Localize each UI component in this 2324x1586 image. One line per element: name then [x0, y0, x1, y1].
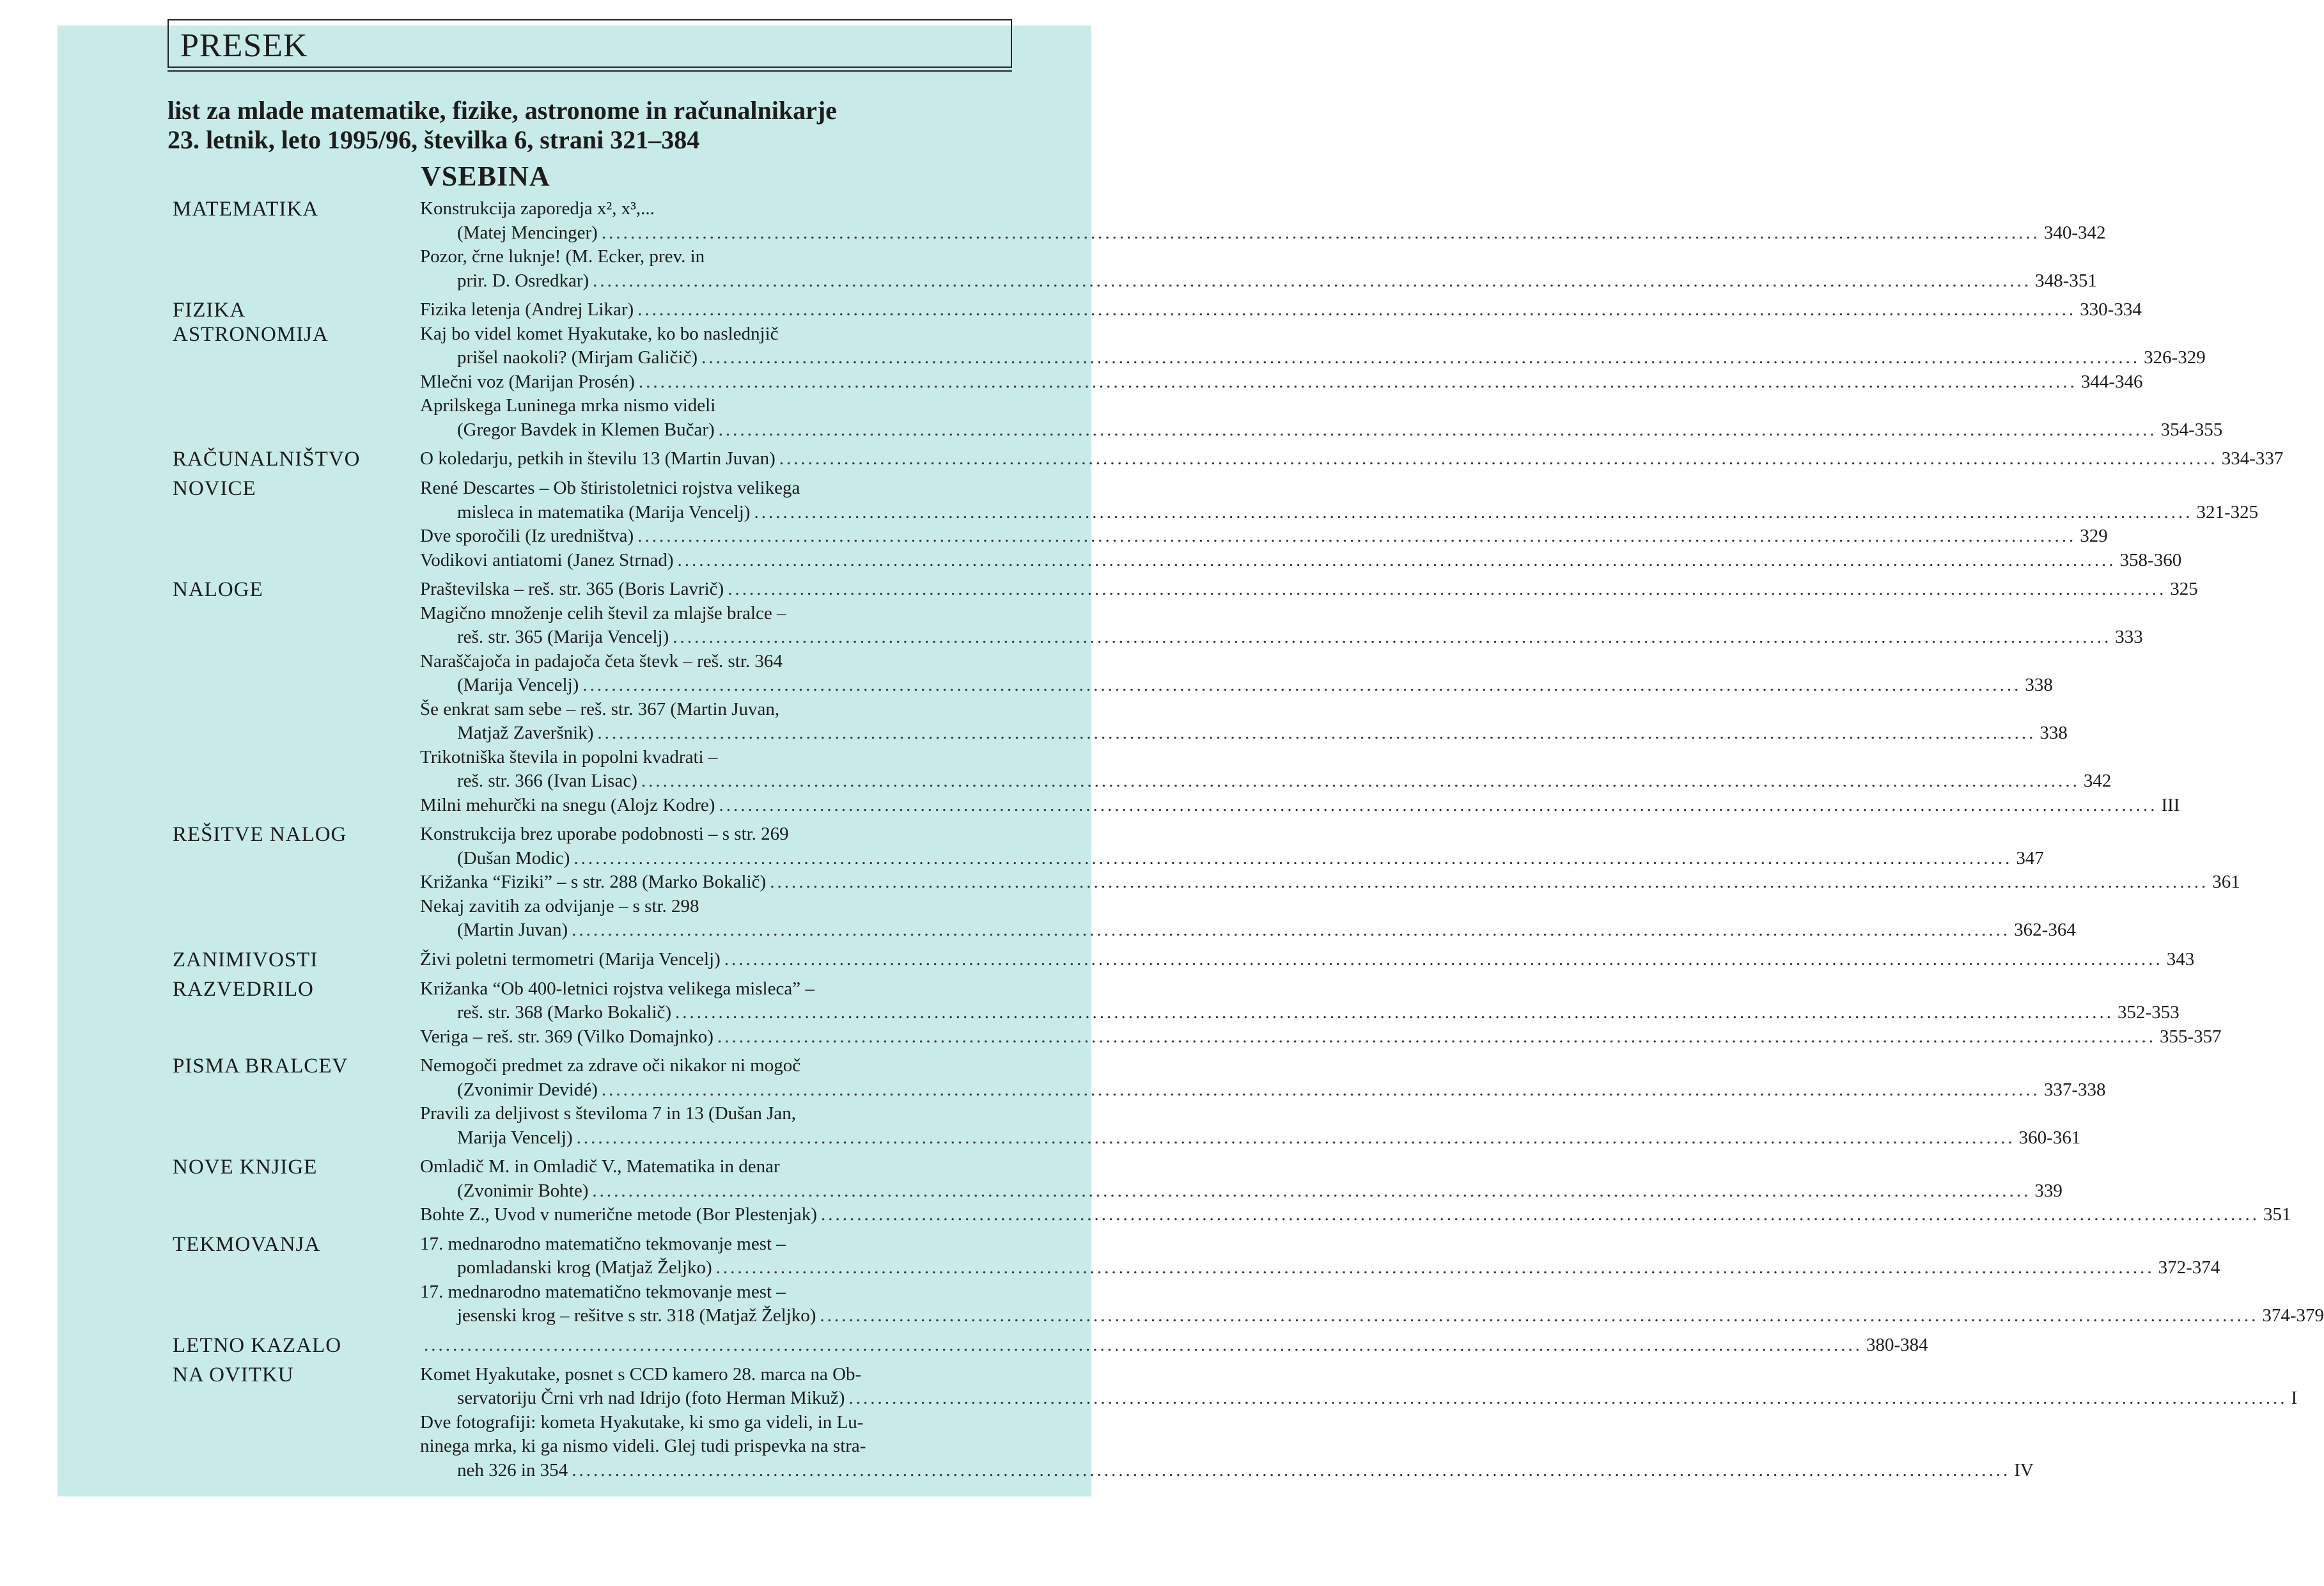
section-label	[173, 447, 420, 471]
dot-leader: ........................................................................................................................................................................................................	[719, 794, 2158, 815]
dot-leader: ........................................................................................................................................................................................................	[820, 1305, 2259, 1326]
entry-title-line: Živi poletni termometri (Marija Vencelj)	[420, 948, 721, 970]
dot-leader: ........................................................................................................................................................................................................	[715, 1257, 2155, 1278]
toc-section	[173, 1155, 2291, 1227]
entry-final-line	[420, 870, 2240, 895]
entry-pages: I	[2291, 1388, 2298, 1408]
entry-title-line: (Gregor Bavdek in Klemen Bučar)	[457, 419, 715, 440]
entry-pages: 348-351	[2035, 270, 2097, 291]
section-label	[173, 1155, 420, 1179]
toc-entry	[420, 1411, 2034, 1483]
toc-heading: VSEBINA	[421, 161, 550, 192]
entry-final-line	[420, 577, 2198, 602]
section-label-line: LETNO KAZALO	[173, 1333, 342, 1357]
section-entries	[420, 1333, 1928, 1358]
section-label	[173, 197, 420, 221]
entry-pages: 362-364	[2014, 920, 2076, 940]
dot-leader: ........................................................................................................................................................................................................	[582, 675, 2022, 695]
dot-leader: ........................................................................................................................................................................................................	[597, 723, 2036, 743]
entry-title-line: Dve fotografiji: kometa Hyakutake, ki smo ga videli, in Lu-	[420, 1411, 864, 1433]
dot-leader: ........................................................................................................................................................................................................	[572, 920, 2011, 940]
entry-final-line	[420, 1459, 2034, 1483]
entry-final-line	[420, 524, 2108, 549]
entry-final-line	[420, 298, 2142, 322]
section-entries	[420, 577, 2198, 817]
section-label-line: NOVE KNJIGE	[173, 1156, 318, 1179]
dot-leader: ........................................................................................................................................................................................................	[718, 419, 2157, 440]
entry-final-line	[420, 1025, 2222, 1049]
entry-pages: 358-360	[2119, 549, 2182, 570]
toc-section	[173, 977, 2222, 1049]
entry-title-line: (Marija Vencelj)	[457, 675, 579, 695]
entry-title-line: Konstrukcija brez uporabe podobnosti – s str. 269	[420, 824, 789, 844]
section-entries	[420, 1232, 2324, 1328]
entry-title-line: jesenski krog – rešitve s str. 318 (Matjaž Željko)	[457, 1305, 816, 1326]
section-label	[173, 1232, 420, 1257]
toc-section	[173, 1333, 1928, 1358]
section-label-line: RAZVEDRILO	[173, 977, 314, 1001]
entry-title-line: misleca in matematika (Marija Vencelj)	[457, 501, 751, 522]
toc-entry	[420, 1333, 1928, 1358]
entry-pages: 337-338	[2043, 1079, 2106, 1100]
toc-entry	[420, 1155, 2063, 1203]
section-label	[173, 476, 420, 501]
section-entries	[420, 1155, 2291, 1227]
section-label	[173, 577, 420, 602]
toc-section	[173, 476, 2259, 572]
toc-section	[173, 298, 2223, 442]
section-label-line: NALOGE	[173, 578, 263, 601]
entry-final-line	[420, 370, 2143, 395]
dot-leader: ........................................................................................................................................................................................................	[637, 299, 2077, 320]
section-label	[173, 977, 420, 1001]
dot-leader: ........................................................................................................................................................................................................	[724, 948, 2163, 970]
entry-pages: 340-342	[2043, 222, 2106, 243]
entry-final-line	[420, 269, 2097, 294]
section-entries	[420, 1363, 2298, 1483]
entry-pages: 372-374	[2158, 1257, 2220, 1278]
entry-title-line: Bohte Z., Uvod v numerične metode (Bor Plestenjak)	[420, 1204, 817, 1225]
entry-title-line: Trikotniška števila in popolni kvadrati –	[420, 746, 718, 767]
entry-final-line	[420, 1001, 2180, 1025]
section-label-line: TEKMOVANJA	[173, 1232, 321, 1256]
section-label-line: FIZIKA	[173, 299, 246, 322]
dot-leader: ........................................................................................................................................................................................................	[754, 501, 2193, 522]
entry-title-line: (Zvonimir Bohte)	[457, 1180, 589, 1201]
entry-pages: 338	[2039, 723, 2068, 743]
toc-section	[173, 1232, 2324, 1328]
entry-final-line	[420, 501, 2259, 525]
toc-entry	[420, 298, 2142, 322]
entry-final-line	[420, 794, 2180, 818]
entry-final-line	[420, 1386, 2298, 1411]
toc-entry	[420, 822, 2044, 870]
entry-title-line: Križanka “Ob 400-letnici rojstva velikega misleca” –	[420, 978, 815, 999]
entry-final-line	[420, 1256, 2220, 1280]
entry-pages: 325	[2170, 579, 2198, 599]
entry-title-line: Križanka “Fiziki” – s str. 288 (Marko Bokalič)	[420, 872, 767, 892]
entry-final-line	[420, 948, 2195, 972]
entry-final-line	[420, 418, 2223, 443]
section-label-line: PISMA BRALCEV	[173, 1055, 348, 1078]
toc-entry	[420, 794, 2180, 818]
section-label	[173, 1363, 420, 1387]
entry-title-line: reš. str. 366 (Ivan Lisac)	[457, 771, 637, 791]
entry-pages: 354-355	[2160, 419, 2223, 440]
dot-leader: ........................................................................................................................................................................................................	[637, 526, 2077, 546]
entry-final-line	[420, 346, 2206, 370]
toc-entry	[420, 1203, 2291, 1227]
dot-leader: ........................................................................................................................................................................................................	[424, 1334, 1862, 1355]
section-label	[173, 298, 420, 347]
toc-entry	[420, 1363, 2298, 1411]
entry-title-line: prišel naokoli? (Mirjam Galičič)	[457, 347, 698, 368]
section-entries	[420, 977, 2222, 1049]
entry-pages: 338	[2025, 675, 2053, 695]
section-entries	[420, 948, 2195, 972]
entry-title-line: Konstrukcija zaporedja x², x³,...	[420, 198, 655, 219]
toc-entry	[420, 245, 2097, 293]
entry-final-line	[420, 1333, 1928, 1358]
toc-entry	[420, 650, 2053, 698]
section-label-line: NA OVITKU	[173, 1363, 294, 1386]
dot-leader: ........................................................................................................................................................................................................	[770, 872, 2209, 892]
entry-pages: IV	[2014, 1459, 2034, 1480]
entry-title-line: (Martin Juvan)	[457, 920, 568, 940]
entry-title-line: Komet Hyakutake, posnet s CCD kamero 28. marca na Ob-	[420, 1363, 862, 1385]
section-label-line: RAČUNALNIŠTVO	[173, 448, 361, 471]
entry-final-line	[420, 549, 2182, 573]
entry-title-line: (Matej Mencinger)	[457, 222, 598, 243]
entry-title-line: reš. str. 368 (Marko Bokalič)	[457, 1002, 672, 1023]
toc-entry	[420, 476, 2259, 524]
dot-leader: ........................................................................................................................................................................................................	[638, 371, 2077, 392]
section-label	[173, 1333, 420, 1358]
dot-leader: ........................................................................................................................................................................................................	[601, 222, 2040, 243]
dot-leader: ........................................................................................................................................................................................................	[592, 1180, 2031, 1201]
dot-leader: ........................................................................................................................................................................................................	[576, 1127, 2015, 1148]
dot-leader: ........................................................................................................................................................................................................	[593, 270, 2032, 291]
toc-entry	[420, 1102, 2081, 1150]
entry-pages: 330-334	[2080, 299, 2142, 320]
section-label	[173, 1054, 420, 1078]
entry-final-line	[420, 1126, 2081, 1150]
toc-entry	[420, 746, 2112, 794]
entry-pages: 347	[2016, 847, 2044, 868]
title-rule	[168, 67, 1012, 68]
entry-title-line: Matjaž Zaveršnik)	[457, 723, 594, 743]
toc-entry	[420, 977, 2180, 1025]
entry-final-line	[420, 625, 2143, 650]
entry-title-line: Vodikovi antiatomi (Janez Strnad)	[420, 549, 674, 570]
entry-pages: 374-379	[2262, 1305, 2324, 1326]
entry-title-line: Marija Vencelj)	[457, 1127, 573, 1148]
dot-leader: ........................................................................................................................................................................................................	[675, 1002, 2114, 1023]
entry-title-line: Magično množenje celih števil za mlajše bralce –	[420, 602, 786, 624]
toc-entry	[420, 577, 2198, 602]
entry-final-line	[420, 447, 2284, 471]
entry-pages: 352-353	[2117, 1002, 2180, 1023]
entry-title-line: Praštevilska – reš. str. 365 (Boris Lavrič)	[420, 579, 724, 599]
entry-final-line	[420, 847, 2044, 871]
dot-leader: ........................................................................................................................................................................................................	[848, 1388, 2288, 1408]
section-entries	[420, 476, 2259, 572]
entry-pages: 343	[2166, 948, 2195, 970]
section-entries	[420, 1054, 2106, 1150]
entry-title-line: Kaj bo videl komet Hyakutake, ko bo naslednjič	[420, 323, 779, 344]
entry-pages: 339	[2034, 1180, 2063, 1201]
entry-title-line: Še enkrat sam sebe – reš. str. 367 (Martin Juvan,	[420, 698, 780, 719]
dot-leader: ........................................................................................................................................................................................................	[728, 579, 2167, 599]
entry-pages: 334-337	[2221, 448, 2284, 469]
entry-title-line: reš. str. 365 (Marija Vencelj)	[457, 627, 669, 647]
section-label-line: MATEMATIKA	[173, 198, 319, 221]
toc-section	[173, 822, 2240, 943]
entry-title-line: pomladanski krog (Matjaž Željko)	[457, 1257, 712, 1278]
entry-title-line: (Dušan Modic)	[457, 847, 570, 868]
toc-entry	[420, 948, 2195, 972]
entry-title-line: Mlečni voz (Marijan Prosén)	[420, 371, 635, 392]
toc-entry	[420, 549, 2182, 573]
dot-leader: ........................................................................................................................................................................................................	[717, 1026, 2156, 1047]
entry-final-line	[420, 1304, 2324, 1328]
toc-entry	[420, 524, 2108, 549]
entry-title-line: O koledarju, petkih in številu 13 (Martin Juvan)	[420, 448, 776, 469]
toc-section	[173, 447, 2284, 471]
entry-title-line: Dve sporočili (Iz uredništva)	[420, 526, 634, 546]
dot-leader: ........................................................................................................................................................................................................	[601, 1079, 2040, 1100]
toc-entry	[420, 447, 2284, 471]
subtitle-line-1: list za mlade matematike, fizike, astronome in računalnikarje	[168, 96, 837, 125]
section-entries	[420, 197, 2106, 293]
dot-leader: ........................................................................................................................................................................................................	[572, 1459, 2011, 1480]
entry-final-line	[420, 1078, 2106, 1103]
toc-entry	[420, 197, 2106, 245]
toc-entry	[420, 602, 2143, 650]
entry-title-line: Nekaj zavitih za odvijanje – s str. 298	[420, 895, 699, 916]
magazine-title: PRESEK	[180, 27, 308, 64]
entry-title-line: Milni mehurčki na snegu (Alojz Kodre)	[420, 794, 715, 815]
toc-section	[173, 1363, 2298, 1483]
entry-title-line: 17. mednarodno matematično tekmovanje mest –	[420, 1281, 786, 1302]
toc-entry	[420, 1232, 2220, 1280]
entry-pages: 351	[2263, 1204, 2291, 1225]
entry-title-line: Nemogoči predmet za zdrave oči nikakor ni mogoč	[420, 1055, 801, 1076]
section-entries	[420, 298, 2223, 442]
toc-section	[173, 1054, 2106, 1150]
entry-title-line: 17. mednarodno matematično tekmovanje mest –	[420, 1233, 786, 1254]
section-label	[173, 822, 420, 847]
entry-pages: 344-346	[2080, 371, 2143, 392]
entry-pages: 333	[2115, 627, 2143, 647]
entry-title-line: ninega mrka, ki ga nismo videli. Glej tudi prispevka na stra-	[420, 1436, 866, 1456]
entry-title-line: René Descartes – Ob štiristoletnici rojstva velikega	[420, 478, 800, 498]
dot-leader: ........................................................................................................................................................................................................	[820, 1204, 2259, 1225]
toc-entry	[420, 1280, 2324, 1328]
entry-title-line: Pozor, črne luknje! (M. Ecker, prev. in	[420, 246, 705, 267]
section-label-line: REŠITVE NALOG	[173, 823, 347, 846]
toc-entry	[420, 394, 2223, 442]
entry-pages: 321-325	[2196, 501, 2259, 522]
entry-pages: 342	[2083, 771, 2112, 791]
toc-section	[173, 577, 2198, 817]
entry-final-line	[420, 673, 2053, 698]
dot-leader: ........................................................................................................................................................................................................	[701, 347, 2141, 368]
entry-title-line: Omladič M. in Omladič V., Matematika in denar	[420, 1156, 780, 1177]
toc-section	[173, 197, 2106, 293]
entry-title-line: prir. D. Osredkar)	[457, 270, 589, 291]
section-entries	[420, 447, 2284, 471]
entry-pages: 360-361	[2018, 1127, 2081, 1148]
toc-entry	[420, 870, 2240, 895]
dot-leader: ........................................................................................................................................................................................................	[677, 549, 2116, 570]
entry-title-line: Pravili za deljivost s številoma 7 in 13 (Dušan Jan,	[420, 1103, 796, 1124]
toc-entry	[420, 370, 2143, 395]
table-of-contents	[173, 197, 2324, 1488]
section-label-line: ZANIMIVOSTI	[173, 948, 318, 971]
entry-pages: III	[2161, 794, 2180, 815]
dot-leader: ........................................................................................................................................................................................................	[673, 627, 2112, 647]
entry-final-line	[420, 918, 2076, 943]
dot-leader: ........................................................................................................................................................................................................	[779, 448, 2218, 469]
entry-title-line: neh 326 in 354	[457, 1459, 568, 1480]
title-rule-double	[168, 70, 1012, 72]
entry-title-line: Naraščajoča in padajoča četa števk – reš. str. 364	[420, 650, 783, 671]
toc-entry	[420, 1054, 2106, 1102]
entry-pages: 380-384	[1866, 1334, 1928, 1355]
section-label-line: ASTRONOMIJA	[173, 323, 329, 346]
toc-entry	[420, 322, 2206, 370]
entry-pages: 326-329	[2144, 347, 2206, 368]
toc-entry	[420, 698, 2068, 746]
entry-title-line: servatoriju Črni vrh nad Idrijo (foto Herman Mikuž)	[457, 1388, 845, 1408]
section-label	[173, 948, 420, 972]
entry-pages: 355-357	[2159, 1026, 2222, 1047]
entry-title-line: (Zvonimir Devidé)	[457, 1079, 598, 1100]
entry-pages: 361	[2212, 872, 2240, 892]
entry-final-line	[420, 721, 2068, 746]
entry-final-line	[420, 1203, 2291, 1227]
entry-final-line	[420, 221, 2106, 246]
section-label-line: NOVICE	[173, 477, 256, 500]
entry-final-line	[420, 769, 2112, 794]
toc-entry	[420, 895, 2076, 943]
entry-title-line: Veriga – reš. str. 369 (Vilko Domajnko)	[420, 1026, 714, 1047]
entry-pages: 329	[2080, 526, 2108, 546]
entry-title-line: Fizika letenja (Andrej Likar)	[420, 299, 634, 320]
entry-title-line: Aprilskega Luninega mrka nismo videli	[420, 395, 716, 416]
dot-leader: ........................................................................................................................................................................................................	[573, 847, 2013, 868]
toc-section	[173, 948, 2195, 972]
entry-final-line	[420, 1179, 2063, 1204]
section-entries	[420, 822, 2240, 943]
dot-leader: ........................................................................................................................................................................................................	[641, 771, 2080, 791]
toc-entry	[420, 1025, 2222, 1049]
subtitle-line-2: 23. letnik, leto 1995/96, številka 6, strani 321–384	[168, 125, 700, 154]
